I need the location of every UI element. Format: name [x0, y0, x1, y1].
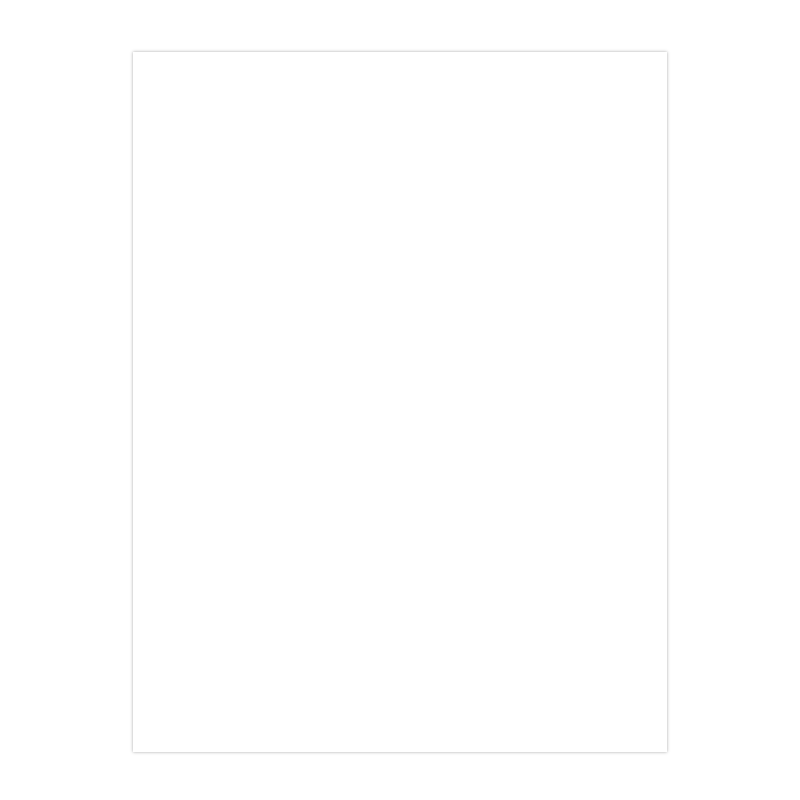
document-page	[133, 52, 667, 752]
form-grid	[133, 52, 667, 752]
